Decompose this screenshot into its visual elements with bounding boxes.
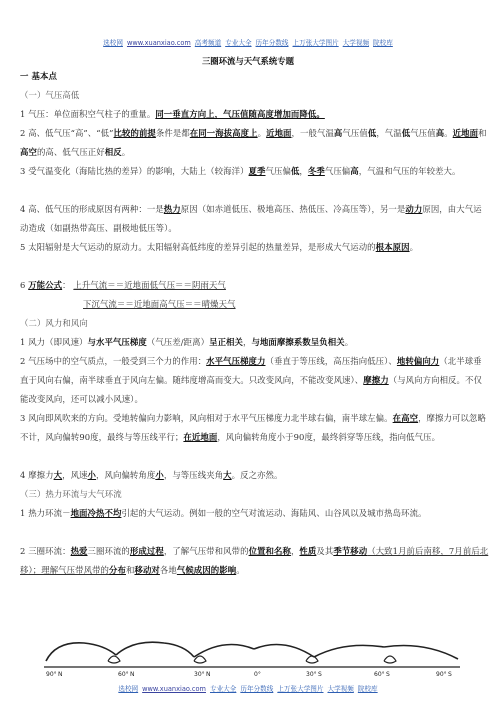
cell-arc	[116, 642, 194, 657]
highlight: 与水平气压梯度	[87, 337, 147, 347]
link-xuanxiao[interactable]: 选校网	[103, 39, 123, 47]
circulation-diagram	[44, 635, 460, 681]
cell-loop	[194, 656, 206, 663]
text: 1 风力（即风速）	[20, 337, 88, 347]
text: ，一般气温	[291, 128, 334, 138]
paragraph-4	[20, 200, 490, 238]
section-heading-1: 一 基本点	[20, 71, 57, 81]
highlight: 性质	[299, 546, 317, 556]
cell-arc	[254, 645, 314, 658]
footer-links	[0, 683, 496, 693]
text: ，了解气压带和风带的	[163, 546, 249, 556]
text: 1 热力环流－	[20, 508, 71, 518]
text: 6	[20, 280, 29, 290]
link-gaokao[interactable]: 高考频道	[194, 39, 222, 47]
wind-paragraph-3	[20, 409, 490, 447]
lat-label: S	[318, 671, 322, 678]
link-videos[interactable]: 大学视频	[327, 685, 354, 693]
highlight: 季节移动	[333, 546, 368, 556]
paragraph-5	[20, 238, 490, 257]
lat-label: N	[58, 671, 63, 678]
text: 2 气压场中的空气质点，一般受到三个力的作用：	[20, 356, 207, 366]
cell-loop	[384, 656, 396, 663]
highlight: 移动对	[134, 565, 160, 575]
text: （大致1月前后南移，7月前后北移）；理解气压带风带的	[20, 546, 489, 575]
paragraph-1	[20, 105, 490, 124]
text: 。	[257, 128, 267, 138]
text: 引起的大气运动。例如一般的空气对流运动、海陆风、山谷风以及城市热岛环流。	[121, 508, 427, 518]
text: ，	[299, 166, 308, 176]
highlight: 大	[53, 470, 63, 480]
highlight: 根本原因	[375, 242, 410, 252]
lat-label: S	[386, 671, 390, 678]
text: 。	[121, 147, 131, 157]
formula-rising: 上升气流＝＝近地面低气压＝＝阴雨天气	[73, 280, 226, 290]
highlight: 在高空	[392, 413, 419, 423]
text: 。	[409, 242, 419, 252]
highlight: 高	[333, 128, 343, 138]
subheading-pressure: （一）气压高低	[20, 90, 80, 100]
document-title: 三圈环流与天气系统专题	[201, 56, 295, 66]
lat-label: 90°	[436, 671, 447, 678]
highlight: 小	[87, 470, 97, 480]
formula-sinking: 下沉气流＝＝近地面高气压＝＝晴燥天气	[83, 299, 236, 309]
cell-arc	[46, 643, 116, 661]
text: ，	[290, 546, 300, 556]
highlight: 同一垂直方向上，气压值随高度增加而降低。	[155, 109, 325, 119]
highlight: 近地面	[266, 128, 292, 138]
lat-label: 90°	[46, 671, 57, 678]
highlight: 热爱	[70, 546, 88, 556]
text: 原因，由大气运动造成（如副热带高压、副极地低压等）。	[20, 204, 482, 233]
highlight: 摩擦力	[363, 375, 389, 385]
text: ，气温	[376, 128, 402, 138]
text: 各地	[159, 565, 177, 575]
cell-arc	[314, 645, 384, 657]
text: 4 高、低气压的形成原因有两种：一是	[20, 204, 164, 214]
link-site-url[interactable]: www.xuanxiao.com	[142, 685, 206, 693]
text: ，风向偏转角度小于90度，最终斜穿等压线，指向低气压。	[217, 432, 441, 442]
link-schools[interactable]: 院校库	[357, 685, 378, 693]
text: （垂直于等压线，高压指向低压）、	[265, 356, 397, 366]
text: ，与等压线夹角	[163, 470, 224, 480]
circulation-paragraph-1	[20, 504, 490, 523]
link-xuanxiao[interactable]: 选校网	[118, 685, 139, 693]
text: （北半球垂直于风向右偏，南半球垂直于风向左偏。随纬度增高而变大。只改变风向，不能改变风速）、	[20, 356, 482, 385]
lat-label: 0°	[254, 671, 261, 678]
highlight: 低	[367, 128, 377, 138]
text: （与风向方向相反。不仅能改变风向，还可以减小风速）。	[20, 375, 482, 404]
text: 。	[444, 128, 453, 138]
highlight: 近地面	[452, 128, 479, 138]
highlight: 夏季	[248, 166, 266, 176]
cell-loop	[306, 656, 318, 663]
highlight: 与地面摩擦系数呈负相关	[251, 337, 345, 347]
highlight: 呈正相关	[209, 337, 243, 347]
link-majors[interactable]: 专业大全	[225, 39, 252, 47]
link-majors[interactable]: 专业大全	[209, 685, 237, 693]
highlight: 高	[350, 166, 359, 176]
text: 。	[344, 337, 354, 347]
text: ，摩擦力可以忽略不计，风向偏转90度，最终与等压线平行；	[20, 413, 486, 442]
highlight: 地转偏向力	[396, 356, 440, 366]
text: 三圈环流的	[87, 546, 130, 556]
text: 1 气压：单位面积空气柱子的重量。	[20, 109, 156, 119]
wind-paragraph-1	[20, 333, 490, 352]
link-photos[interactable]: 上万张大学图片	[292, 39, 339, 47]
text: 5 太阳辐射是大气运动的原动力。太阳辐射高低纬度的差异引起的热量差异，是形成大气运动的	[20, 242, 376, 252]
link-scores[interactable]: 历年分数线	[240, 685, 274, 693]
text: ，风向偏转角度	[96, 470, 156, 480]
text: 气压值	[410, 128, 436, 138]
link-schools[interactable]: 院校库	[373, 39, 393, 47]
text: 条件是都	[155, 128, 190, 138]
text: 和	[478, 128, 487, 138]
highlight: 低	[401, 128, 411, 138]
highlight: 动力	[405, 204, 423, 214]
text: 4 摩擦力	[20, 470, 54, 480]
cell-arc	[384, 646, 458, 660]
highlight: 高	[435, 128, 445, 138]
highlight: 冬季	[307, 166, 325, 176]
text: （气压差/距离）	[146, 337, 210, 347]
text: 3 风向即风吹来的方向。受地转偏向力影响，风向相对于水平气压梯度力北半球右偏，南半球左偏。	[20, 413, 393, 423]
circulation-paragraph-2	[20, 542, 490, 580]
wind-paragraph-4	[20, 466, 490, 485]
paragraph-3	[20, 162, 490, 181]
lat-label: 30°	[306, 671, 317, 678]
text: 原因（如赤道低压、极地高压、热低压、冷高压等），另一是	[180, 204, 406, 214]
lat-label: 30°	[194, 671, 205, 678]
text: ，气温和气压的年较差大。	[358, 166, 461, 176]
highlight: 低	[290, 166, 300, 176]
highlight: 水平气压梯度力	[206, 356, 266, 366]
highlight: 比较的前提	[113, 128, 156, 138]
cell-loop	[108, 656, 120, 663]
highlight: 大	[223, 470, 232, 480]
wind-paragraph-2	[20, 352, 490, 409]
lat-label: S	[448, 671, 452, 678]
text: ，	[243, 337, 252, 347]
link-photos[interactable]: 上万张大学图片	[277, 685, 324, 693]
highlight: 在近地面	[183, 432, 218, 442]
header-links	[0, 37, 496, 47]
subheading-wind: （二）风力和风向	[20, 318, 88, 328]
text: 。反之亦然。	[231, 470, 283, 480]
subheading-circulation: （三）热力环流与大气环流	[20, 489, 122, 499]
highlight: 位置和名称	[248, 546, 291, 556]
text: ，风速	[62, 470, 88, 480]
link-videos[interactable]: 大学视频	[342, 39, 370, 47]
link-site-url[interactable]: www.xuanxiao.com	[126, 39, 191, 47]
highlight: 热力	[163, 204, 181, 214]
highlight: 小	[155, 470, 164, 480]
highlight: 形成过程	[129, 546, 164, 556]
lat-label: N	[130, 671, 135, 678]
cell-arc	[194, 645, 254, 658]
text: 及其	[316, 546, 334, 556]
highlight: 相反	[104, 147, 122, 157]
highlight: 万能公式	[28, 280, 63, 290]
highlight: 分布	[109, 565, 126, 575]
link-scores[interactable]: 历年分数线	[255, 39, 289, 47]
paragraph-6	[20, 276, 490, 295]
text: 的高、低气压正好	[36, 147, 105, 157]
highlight: 地面冷热不均	[70, 508, 122, 518]
text: 3 受气温变化（海陆比热的差异）的影响，大陆上（较海洋）	[20, 166, 249, 176]
paragraph-2	[20, 124, 490, 162]
highlight: 高空	[20, 147, 37, 157]
highlight: 在同一海拔高度上	[189, 128, 258, 138]
text: 2 三圈环流：	[20, 546, 71, 556]
text: 气压偏	[265, 166, 291, 176]
lat-label: N	[206, 671, 211, 678]
text: 气压偏	[324, 166, 351, 176]
text: 和	[125, 565, 135, 575]
formula-line-2	[83, 295, 496, 314]
text: 2 高、低气压“高”、“低”	[20, 128, 114, 138]
text: 气压值	[342, 128, 368, 138]
text: 。	[236, 565, 245, 575]
text: ：	[62, 280, 71, 290]
highlight: 气候成因的影响	[176, 565, 237, 575]
lat-label: 60°	[374, 671, 385, 678]
lat-label: 60°	[118, 671, 129, 678]
